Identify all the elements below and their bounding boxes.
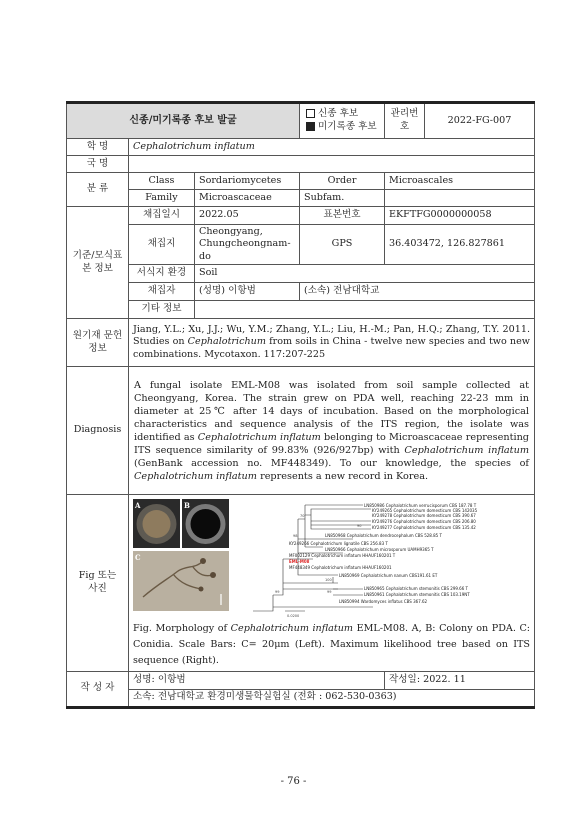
tree-taxon: KY249265 Cephalotrichum domesticum CBS 142035	[372, 508, 478, 514]
tree-taxon: LN850961 Cephalotrichum stemonitis CBS 103.19NT	[364, 592, 470, 598]
specimen-no-value: EKFTFG0000000058	[385, 207, 535, 225]
reference-text: Jiang, Y.L.; Xu, J.J.; Wu, Y.M.; Zhang, Y.L.; Liu, H.-M.; Pan, H.Q.; Zhang, T.Y. 2011. Studies on Cephalotrichum from soils in China - twelve new species and two new combinations. Mycotaxon. 117:207-225	[129, 319, 535, 367]
reference-row	[67, 319, 535, 367]
diagnosis-text: A fungal isolate EML-M08 was isolated from soil sample collected at Cheongyang, Korea. The strain grew on PDA well, reaching 22-23 mm in diameter at 25℃ after 14 days of incubation. Based on the morphological characteristics and sequence analysis of the ITS region, the isolate was identified as Cephalotrichum inflatum belonging to Microascaceae representing ITS sequence similarity of 99.83% (926/927bp) with Cephalotrichum inflatum (GenBank accession no. MF448349). To our knowledge, the species of Cephalotrichum inflatum represents a new record in Korea.	[129, 367, 535, 495]
korean-name-label: 국 명	[67, 156, 129, 173]
author-row-1	[67, 671, 535, 689]
collector-row	[67, 283, 535, 301]
panel-c-label: C	[135, 553, 141, 563]
collector-value: (성명) 이항범	[195, 283, 300, 301]
figure-panels	[133, 499, 530, 619]
panel-b-label: B	[184, 501, 190, 511]
scientific-name-row	[67, 139, 535, 156]
candidate-type-options	[300, 103, 385, 139]
tree-taxon: LN850986 Cephalotrichum verrucisporum CBS 187.78 T	[364, 503, 477, 509]
korean-name-value	[129, 156, 535, 173]
family-value: Microascaceae	[195, 190, 300, 207]
order-value: Microascales	[385, 173, 535, 190]
tree-taxon: KY249266 Cephalotrichum lignatile CBS 256.83 T	[289, 541, 388, 547]
specimen-no-label: 표본번호	[300, 207, 385, 225]
panel-b-colony	[191, 509, 221, 539]
etc-info-row	[67, 301, 535, 319]
classification-row-2	[67, 190, 535, 207]
candidate-record-table	[66, 101, 535, 709]
habitat-label: 서식지 환경	[129, 265, 195, 283]
collector-affiliation: (소속) 전남대학교	[300, 283, 535, 301]
form-title: 신종/미기록종 후보 발굴	[67, 103, 300, 139]
collector-label: 채집자	[129, 283, 195, 301]
bootstrap-value: 99	[275, 590, 280, 595]
author-row-2	[67, 689, 535, 707]
mgmt-no-label: 관리번호	[385, 103, 425, 139]
collection-date-label: 채집일시	[129, 207, 195, 225]
option-new-species[interactable]: 신종 후보	[304, 108, 380, 121]
tree-taxon: LN850994 Wardomyces inflatus CBS 367.62	[339, 599, 428, 605]
subfam-value	[385, 190, 535, 207]
figure-cell	[129, 495, 535, 671]
checkbox-unrecorded-species[interactable]	[306, 122, 315, 131]
tree-taxon: LN850969 Cephalotrichum nanum CBS191.61 ET	[339, 573, 438, 579]
colony-photos	[133, 499, 233, 611]
tree-taxon: KY249278 Cephalotrichum domesticum CBS 390.67	[372, 513, 476, 519]
collection-site-value: Cheongyang, Chungcheongnam-do	[195, 225, 300, 265]
tree-scale-label: 0.0200	[287, 614, 300, 619]
class-label: Class	[129, 173, 195, 190]
figure-label: Fig 또는 사진	[67, 495, 129, 671]
diagnosis-row	[67, 367, 535, 495]
panel-a-colony	[143, 510, 171, 538]
tree-taxon: KY249277 Cephalotrichum domesticum CBS 135.42	[372, 525, 476, 531]
author-label: 작 성 자	[67, 671, 129, 707]
classification-label: 분 류	[67, 173, 129, 207]
tree-taxon: LN850966 Cephalotrichum microsporum UAMH9365 T	[325, 547, 434, 553]
checkbox-new-species[interactable]	[306, 109, 315, 118]
bootstrap-value: 70	[300, 514, 305, 519]
tree-taxon: LN850968 Cephalotrichum dendrocephalum CBS 528.85 T	[325, 533, 442, 539]
specimen-date-row	[67, 207, 535, 225]
scientific-name-value: Cephalotrichum inflatum	[129, 139, 535, 156]
phylogenetic-tree	[243, 499, 483, 619]
subfam-label: Subfam.	[300, 190, 385, 207]
diagnosis-label: Diagnosis	[67, 367, 129, 495]
tree-taxon: MF002129 Cephalotrichum inflatum HHAUF160201 T	[289, 553, 396, 559]
page-number: - 76 -	[280, 776, 307, 787]
tree-taxon: MF448349 Cephalotrichum inflatum HHAUF160201	[289, 565, 392, 571]
gps-label: GPS	[300, 225, 385, 265]
etc-info-value	[195, 301, 535, 319]
bootstrap-value: 100	[325, 578, 332, 583]
figure-row	[67, 495, 535, 671]
author-date: 작성일: 2022. 11	[385, 671, 535, 689]
habitat-row	[67, 265, 535, 283]
reference-label: 원기재 문헌 정보	[67, 319, 129, 367]
class-value: Sordariomycetes	[195, 173, 300, 190]
family-label: Family	[129, 190, 195, 207]
classification-row-1	[67, 173, 535, 190]
collection-site-row	[67, 225, 535, 265]
mgmt-no-value: 2022-FG-007	[425, 103, 535, 139]
habitat-value: Soil	[195, 265, 535, 283]
option-unrecorded-species[interactable]: 미기록종 후보	[304, 121, 380, 134]
gps-value: 36.403472, 126.827861	[385, 225, 535, 265]
bootstrap-value: 98	[293, 534, 298, 539]
header-row	[67, 103, 535, 139]
specimen-info-label: 기준/모식표 본 정보	[67, 207, 129, 319]
tree-taxon-query: EML-M08	[289, 559, 310, 565]
collection-date-value: 2022.05	[195, 207, 300, 225]
order-label: Order	[300, 173, 385, 190]
author-name: 성명: 이항범	[129, 671, 385, 689]
etc-info-label: 기타 정보	[129, 301, 195, 319]
tree-taxon: KY249276 Cephalotrichum domesticum CBS 206.80	[372, 519, 476, 525]
collection-site-label: 채집지	[129, 225, 195, 265]
figure-caption: Fig. Morphology of Cephalotrichum inflatum EML-M08. A, B: Colony on PDA. C: Conidia. Scale Bars: C= 20μm (Left). Maximum likelihood tree based on ITS sequence (Right).	[133, 623, 531, 667]
bootstrap-value: 99	[327, 590, 332, 595]
tree-taxon: LN850965 Cephalotrichum stemonitis CBS 299.66 T	[364, 586, 468, 592]
panel-a-label: A	[135, 501, 141, 511]
korean-name-row	[67, 156, 535, 173]
author-affiliation: 소속: 전남대학교 환경미생물학실험실 (전화 : 062-530-0363)	[129, 689, 535, 707]
scientific-name-label: 학 명	[67, 139, 129, 156]
bootstrap-value: 90	[357, 524, 362, 529]
